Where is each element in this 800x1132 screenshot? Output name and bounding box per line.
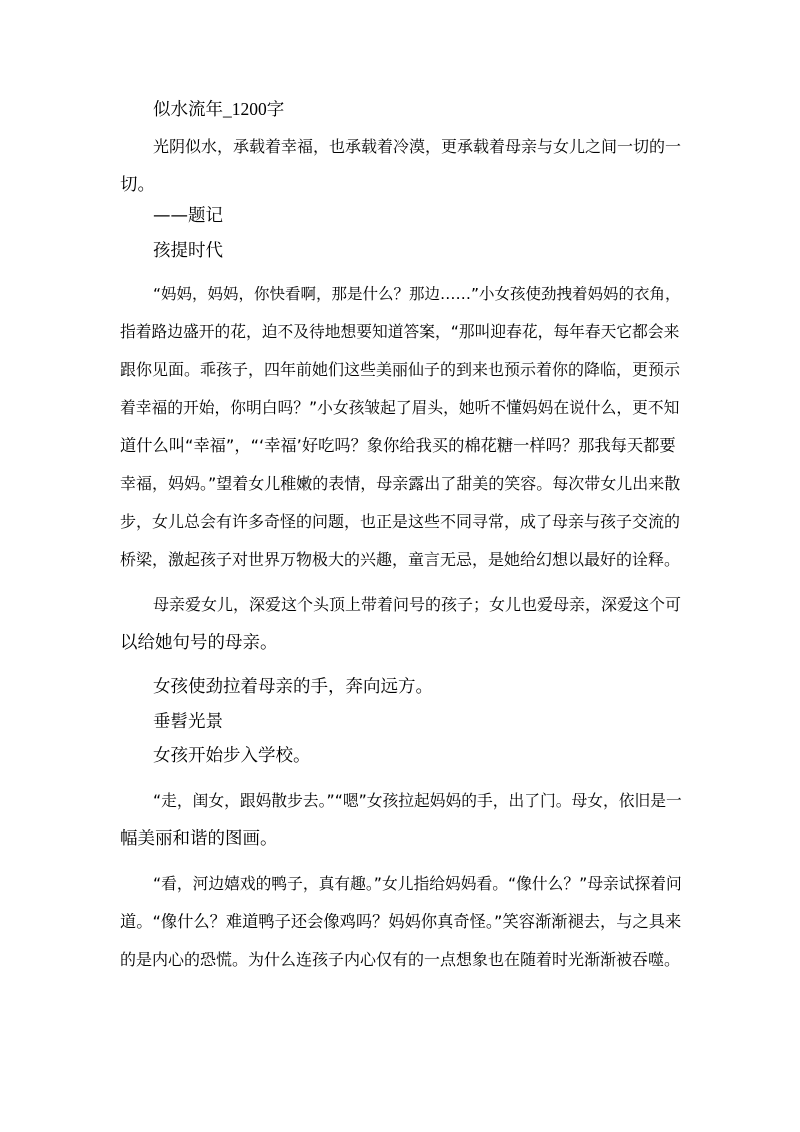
epigraph-attribution: ——题记 xyxy=(153,206,223,226)
document-title: 似水流年_1200字 xyxy=(153,99,285,119)
paragraph-line: 女孩使劲拉着母亲的手，奔向远方。 xyxy=(153,677,433,697)
paragraph-line: 步，女儿总会有许多奇怪的问题，也正是这些不同寻常，成了母亲与孩子交流的 xyxy=(120,512,681,531)
paragraph-line: “走，闺女，跟妈散步去。”“嗯”女孩拉起妈妈的手，出了门。母女，依旧是一 xyxy=(153,791,682,810)
paragraph-line: 以给她句号的母亲。 xyxy=(120,633,278,653)
section-heading: 孩提时代 xyxy=(153,241,223,261)
paragraph-line: 道。“像什么？难道鸭子还会像鸡吗？妈妈你真奇怪。”笑容渐渐褪去，与之具来 xyxy=(120,912,682,931)
paragraph-line: “看，河边嬉戏的鸭子，真有趣。”女儿指给妈妈看。“像什么？”母亲试探着问 xyxy=(153,874,682,893)
paragraph-line: “妈妈，妈妈，你快看啊，那是什么？那边……”小女孩使劲拽着妈妈的衣角， xyxy=(153,285,681,303)
paragraph-line: 道什么叫“幸福”，“‘幸福’好吃吗？象你给我买的棉花糖一样吗？那我每天都要 xyxy=(120,436,676,455)
paragraph-line: 指着路边盛开的花，迫不及待地想要知道答案，“那叫迎春花，每年春天它都会来 xyxy=(120,322,680,341)
paragraph-line: 女孩开始步入学校。 xyxy=(153,746,311,766)
paragraph-line: 的是内心的恐慌。为什么连孩子内心仅有的一点想象也在随着时光渐渐被吞噬。 xyxy=(120,950,681,969)
paragraph-line: 切。 xyxy=(120,175,155,195)
section-heading: 垂髫光景 xyxy=(153,712,223,732)
paragraph-line: 桥梁，激起孩子对世界万物极大的兴趣，童言无忌，是她给幻想以最好的诠释。 xyxy=(120,550,681,569)
paragraph-line: 母亲爱女儿，深爱这个头顶上带着问号的孩子；女儿也爱母亲，深爱这个可 xyxy=(153,595,682,614)
paragraph-line: 幅美丽和谐的图画。 xyxy=(120,829,278,849)
paragraph-line: 跟你见面。乖孩子，四年前她们这些美丽仙子的到来也预示着你的降临，更预示 xyxy=(120,360,681,379)
paragraph-line: 光阴似水，承载着幸福，也承载着冷漠，更承载着母亲与女儿之间一切的一 xyxy=(153,137,682,156)
paragraph-line: 幸福，妈妈。”望着女儿稚嫩的表情，母亲露出了甜美的笑容。每次带女儿出来散 xyxy=(120,474,681,493)
paragraph-line: 着幸福的开始，你明白吗？”小女孩皱起了眉头，她听不懂妈妈在说什么，更不知 xyxy=(120,398,680,417)
